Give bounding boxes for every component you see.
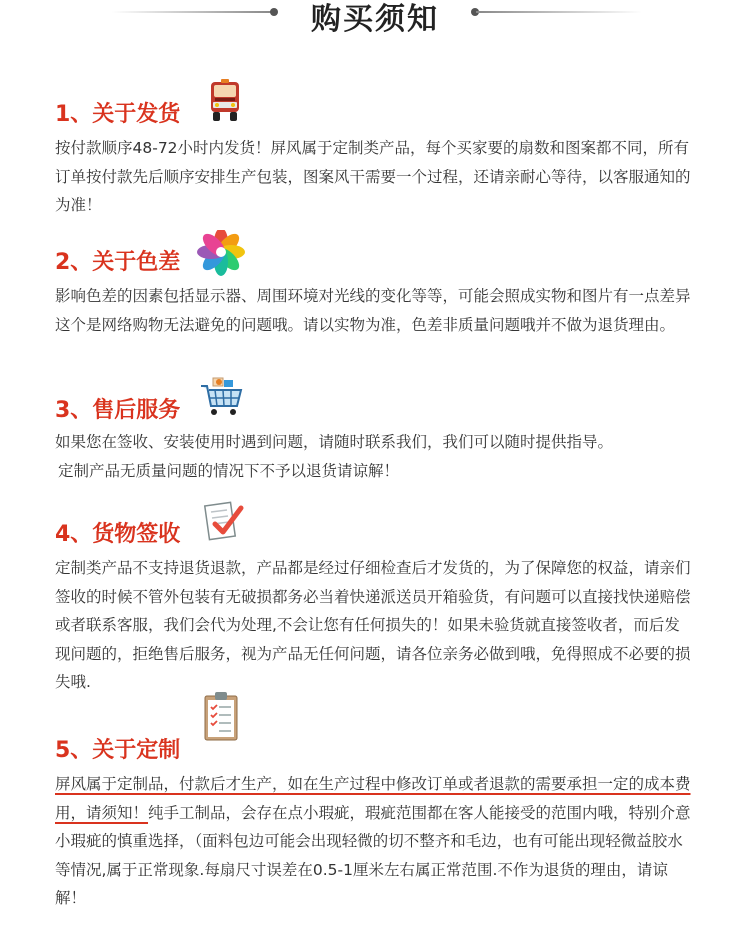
section-heading <box>55 504 695 550</box>
section-shipping <box>55 84 695 220</box>
section-paragraph: 定制类产品不支持退货退款，产品都是经过仔细检查后才发货的，为了保障您的权益，请亲们签收的时候不管外包装有无破损都务必当着快递派送员开箱验货，有问题可以直接找快递赔偿或者联系客服，我们会代为处理,不会让您有任何损失的！如果未验货就直接签收者，而后发现问题的，拒绝售后服务，视为产品无任何问题，请各位亲务必做到哦，免得照成不必要的损失哦. <box>55 559 691 691</box>
section-after-sales <box>55 380 695 485</box>
section-title: 4、货物签收 <box>55 522 181 547</box>
section-color-difference <box>55 232 695 339</box>
section-heading <box>55 84 695 130</box>
section-heading <box>55 380 695 426</box>
header-dot-left <box>270 8 278 16</box>
section-title: 1、关于发货 <box>55 102 181 127</box>
delivery-truck-icon <box>201 78 249 126</box>
section-paragraph: 影响色差的因素包括显示器、周围环境对光线的变化等等，可能会照成实物和图片有一点差异这个是网络购物无法避免的问题哦。请以实物为准，色差非质量问题哦并不做为退货理由。 <box>55 287 691 334</box>
important-notice: 屏风属于定制品，付款后才生产，如在生产过程中修改订单或者退款的需要承担一定的成本费用，请须知！ <box>55 775 691 822</box>
section-title: 2、关于色差 <box>55 250 181 275</box>
section-title: 3、售后服务 <box>55 398 181 423</box>
section-heading <box>55 232 695 278</box>
page-header <box>0 0 750 40</box>
checkmark-document-icon <box>199 498 247 546</box>
section-heading <box>55 720 695 766</box>
section-paragraph: 按付款顺序48-72小时内发货！屏风属于定制类产品，每个买家要的扇数和图案都不同，所有订单按付款先后顺序安排生产包装，图案风干需要一个过程，还请亲耐心等待，以客服通知的为准！ <box>55 139 691 214</box>
shopping-cart-icon <box>197 374 245 422</box>
section-title: 5、关于定制 <box>55 738 181 763</box>
notice-details: 纯手工制品，会存在点小瑕疵，瑕疵范围都在客人能接受的范围内哦，特别介意小瑕疵的慎重选择，（面料包边可能会出现轻微的切不整齐和毛边，也有可能出现轻微益胶水等情况,属于正常现象.每扇尺寸误差在0.5-1厘米左右属正常范围.不作为退货的理由，请谅解！ <box>55 803 691 907</box>
section-paragraph: 如果您在签收、安装使用时遇到问题，请随时联系我们，我们可以随时提供指导。 <box>55 433 614 451</box>
color-palette-icon <box>197 230 245 278</box>
section-customization <box>55 720 695 913</box>
header-divider-left <box>112 11 272 13</box>
clipboard-checklist-icon <box>197 690 245 744</box>
header-divider-right <box>476 11 642 13</box>
section-receipt-check <box>55 504 695 697</box>
page-title: 购买须知 <box>311 2 439 37</box>
section-paragraph: 定制产品无质量问题的情况下不予以退货请谅解！ <box>58 461 400 480</box>
section-paragraph <box>55 770 695 913</box>
